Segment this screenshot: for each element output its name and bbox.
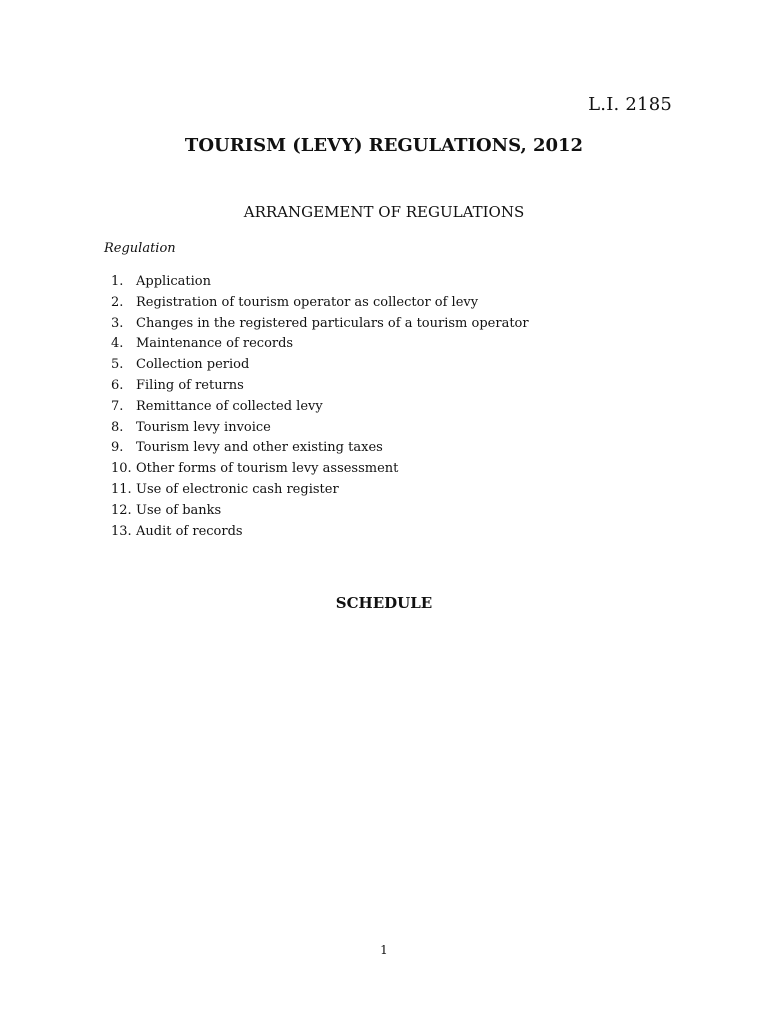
regulations-list	[111, 272, 529, 542]
regulation-title: Use of electronic cash register	[136, 481, 339, 497]
list-item	[111, 459, 529, 480]
regulation-number: 1.	[111, 274, 124, 289]
list-item	[111, 376, 529, 397]
list-item	[111, 355, 529, 376]
list-item	[111, 522, 529, 543]
schedule-heading: SCHEDULE	[335, 594, 433, 612]
regulation-number: 4.	[111, 336, 124, 352]
regulation-number: 5.	[111, 357, 124, 373]
regulation-number: 9.	[111, 440, 124, 456]
regulation-column-label: Regulation	[104, 241, 176, 256]
legislative-instrument-number: L.I. 2185	[588, 94, 672, 115]
regulation-title: Use of banks	[136, 502, 222, 518]
regulation-title: Application	[136, 274, 211, 289]
arrangement-heading: ARRANGEMENT OF REGULATIONS	[243, 203, 525, 221]
list-item	[111, 293, 529, 314]
regulation-title: Tourism levy invoice	[136, 419, 271, 435]
regulation-number: 10.	[111, 461, 132, 477]
regulation-number: 13.	[111, 523, 132, 539]
regulation-title: Changes in the registered particulars of a tourism operator	[136, 315, 529, 331]
regulation-number: 11.	[111, 481, 132, 497]
list-item	[111, 334, 529, 355]
regulation-title: Audit of records	[136, 523, 243, 539]
regulation-title: Remittance of collected levy	[136, 398, 323, 414]
regulation-title: Filing of returns	[136, 377, 244, 393]
list-item	[111, 397, 529, 418]
regulation-title: Collection period	[136, 357, 250, 373]
page-number: 1	[380, 943, 388, 957]
list-item	[111, 314, 529, 335]
document-title: TOURISM (LEVY) REGULATIONS, 2012	[184, 135, 584, 156]
list-item	[111, 501, 529, 522]
list-item	[111, 418, 529, 439]
regulation-number: 12.	[111, 502, 132, 518]
regulation-title: Registration of tourism operator as collector of levy	[136, 294, 479, 310]
regulation-title: Other forms of tourism levy assessment	[136, 461, 399, 477]
list-item	[111, 438, 529, 459]
regulation-number: 3.	[111, 315, 124, 331]
regulation-title: Tourism levy and other existing taxes	[136, 440, 383, 456]
regulation-number: 6.	[111, 377, 124, 393]
regulation-title: Maintenance of records	[136, 336, 294, 352]
list-item	[111, 480, 529, 501]
regulation-number: 2.	[111, 294, 124, 310]
regulation-number: 8.	[111, 419, 124, 435]
list-item	[111, 272, 529, 293]
regulation-number: 7.	[111, 398, 124, 414]
